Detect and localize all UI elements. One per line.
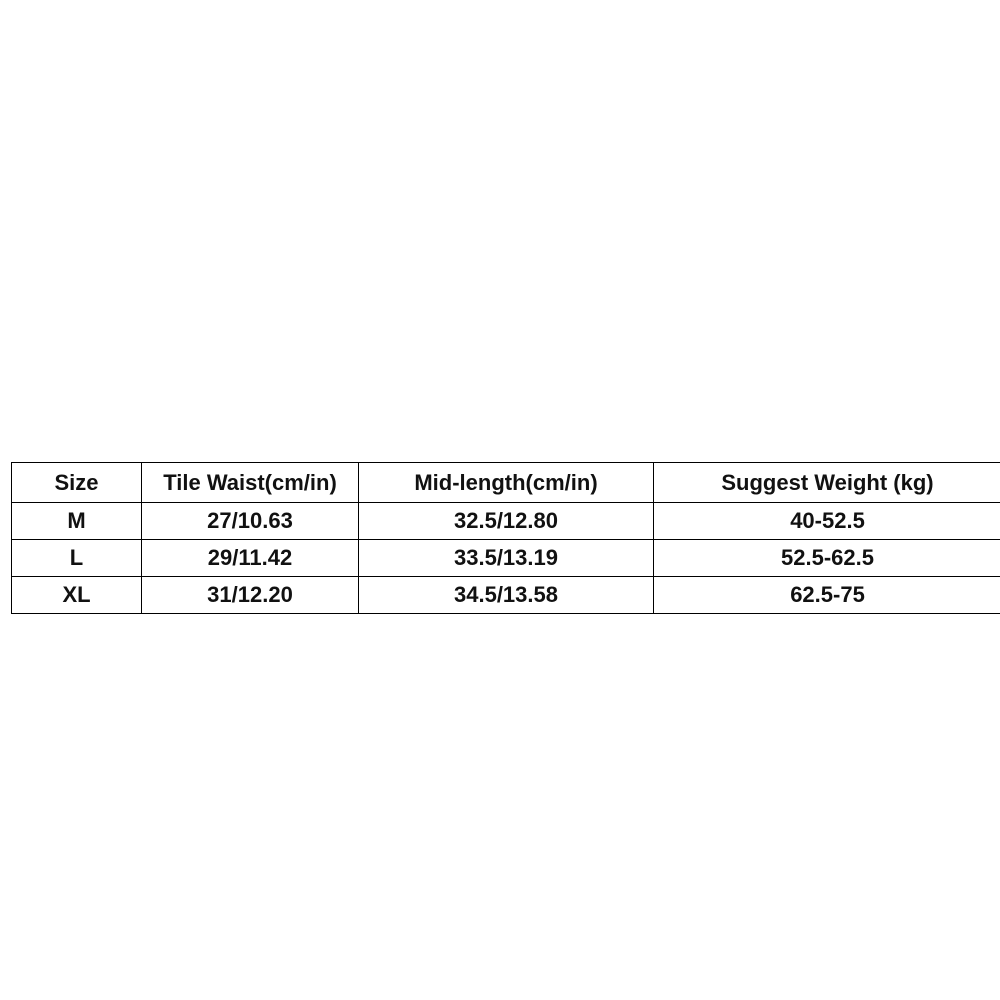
size-chart-body bbox=[12, 503, 1000, 614]
size-chart-table bbox=[11, 462, 1000, 614]
cell-tile-waist: 31/12.20 bbox=[142, 577, 359, 614]
header-tile-waist: Tile Waist(cm/in) bbox=[142, 463, 359, 503]
cell-mid-length: 33.5/13.19 bbox=[359, 540, 654, 577]
cell-size: XL bbox=[12, 577, 142, 614]
cell-suggest-weight: 52.5-62.5 bbox=[654, 540, 1000, 577]
header-row bbox=[12, 463, 1000, 503]
cell-suggest-weight: 40-52.5 bbox=[654, 503, 1000, 540]
table-row bbox=[12, 503, 1000, 540]
cell-suggest-weight: 62.5-75 bbox=[654, 577, 1000, 614]
size-chart-header bbox=[12, 463, 1000, 503]
cell-mid-length: 34.5/13.58 bbox=[359, 577, 654, 614]
table-row bbox=[12, 577, 1000, 614]
header-suggest-weight: Suggest Weight (kg) bbox=[654, 463, 1000, 503]
header-size: Size bbox=[12, 463, 142, 503]
cell-size: L bbox=[12, 540, 142, 577]
cell-size: M bbox=[12, 503, 142, 540]
cell-mid-length: 32.5/12.80 bbox=[359, 503, 654, 540]
header-mid-length: Mid-length(cm/in) bbox=[359, 463, 654, 503]
cell-tile-waist: 27/10.63 bbox=[142, 503, 359, 540]
table-row bbox=[12, 540, 1000, 577]
cell-tile-waist: 29/11.42 bbox=[142, 540, 359, 577]
